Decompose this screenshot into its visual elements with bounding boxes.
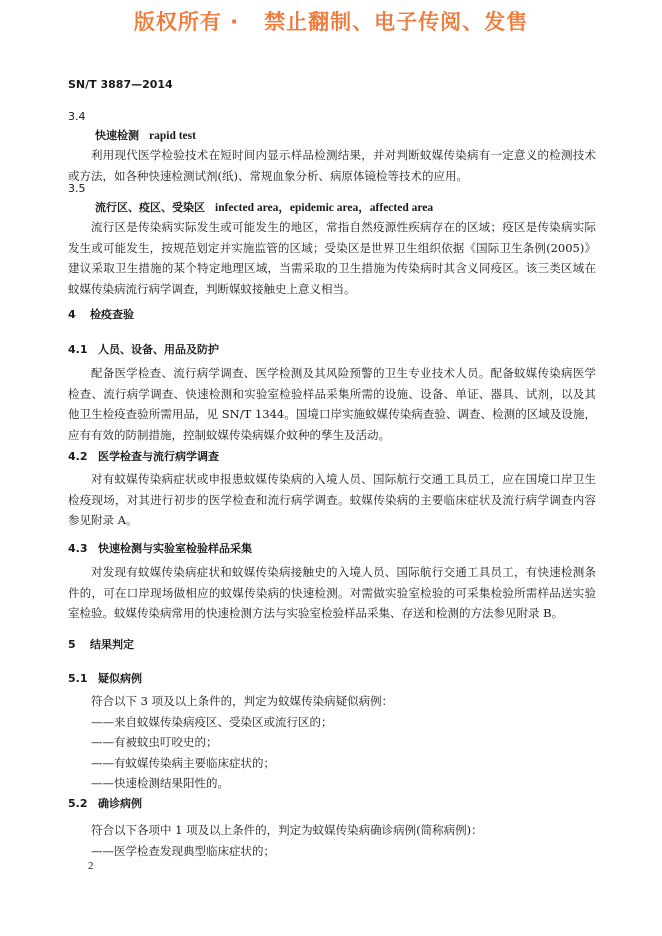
subsection-heading	[68, 671, 142, 687]
list-item: ——来自蚊媒传染病疫区、受染区或流行区的；	[91, 715, 333, 729]
list-item: ——快速检测结果阳性的。	[91, 776, 229, 790]
clause-number: 3.5	[68, 182, 86, 195]
section-title: 检疫查验	[90, 308, 134, 321]
subsection-heading	[68, 449, 219, 465]
subsection-title: 快速检测与实验室检验样品采集	[98, 542, 252, 555]
subsection-title: 医学检查与流行病学调查	[98, 450, 219, 463]
subsection-number: 5.2	[68, 797, 88, 810]
paragraph: 符合以下 3 项及以上条件的，判定为蚊媒传染病疑似病例：	[91, 694, 394, 708]
section-heading	[68, 307, 134, 323]
subsection-title: 疑似病例	[98, 672, 142, 685]
section-title: 结果判定	[90, 638, 134, 651]
clause-number: 3.4	[68, 110, 86, 123]
subsection-title: 确诊病例	[98, 797, 142, 810]
paragraph: 对发现有蚊媒传染病症状和蚊媒传染病接触史的入境人员、国际航行交通工具员工，有快速检测条件的，可在口岸现场做相应的蚊媒传染病的快速检测。对需做实验室检验的可采集检验所需样品送实验室检验。蚊媒传染病常用的快速检测方法与实验室检验样品采集、存送和检测的方法参见附录 B。	[68, 565, 596, 620]
term-en: rapid test	[149, 130, 196, 142]
paragraph: 符合以下各项中 1 项及以上条件的，判定为蚊媒传染病确诊病例(简称病例)：	[91, 823, 483, 837]
paragraph: 配备医学检查、流行病学调查、医学检测及其风险预警的卫生专业技术人员。配备蚊媒传染病医学检查、流行病学调查、快速检测和实验室检验样品采集所需的设施、设备、单证、器具、试剂，以及其他卫生检疫查验所需用品，见 SN/T 1344。国境口岸实施蚊媒传染病查验、调查、检测的区域及设施，应有有效的防制措施，控制蚊媒传染病媒介蚊种的孳生及活动。	[68, 366, 596, 442]
term-heading	[95, 128, 196, 144]
term-heading	[95, 200, 433, 216]
list-item: ——有被蚊虫叮咬史的；	[91, 735, 218, 749]
term-zh: 流行区、疫区、受染区	[95, 201, 205, 214]
section-number: 5	[68, 638, 76, 651]
copyright-watermark: 版权所有 · 禁止翻制、电子传阅、发售	[133, 10, 529, 34]
subsection-number: 4.3	[68, 542, 88, 555]
section-number: 4	[68, 308, 76, 321]
term-definition: 流行区是传染病实际发生或可能发生的地区，常指自然疫源性疾病存在的区域；疫区是传染病实际发生或可能发生，按规范划定并实施监管的区域；受染区是世界卫生组织依据《国际卫生条例(2005)》建议采取卫生措施的某个特定地理区域，当需采取的卫生措施为传染病时其含义同疫区。该三类区域在蚊媒传染病流行病学调查，判断媒蚊接触史上意义相当。	[68, 220, 596, 296]
subsection-title: 人员、设备、用品及防护	[98, 343, 219, 356]
subsection-number: 4.2	[68, 450, 88, 463]
subsection-heading	[68, 342, 219, 358]
subsection-number: 5.1	[68, 672, 88, 685]
subsection-heading	[68, 796, 142, 812]
subsection-heading	[68, 541, 252, 557]
standard-code: SN/T 3887—2014	[68, 78, 173, 91]
subsection-number: 4.1	[68, 343, 88, 356]
list-item: ——有蚊媒传染病主要临床症状的；	[91, 756, 275, 770]
list-item: ——医学检查发现典型临床症状的；	[91, 844, 275, 858]
paragraph: 对有蚊媒传染病症状或申报患蚊媒传染病的入境人员、国际航行交通工具员工，应在国境口岸卫生检疫现场，对其进行初步的医学检查和流行病学调查。蚊媒传染病的主要临床症状及流行病学调查内容参见附录 A。	[68, 472, 596, 527]
section-heading	[68, 637, 134, 653]
page-number: 2	[88, 860, 94, 872]
term-definition: 利用现代医学检验技术在短时间内显示样品检测结果，并对判断蚊媒传染病有一定意义的检测技术或方法，如各种快速检测试剂(纸)、常规血象分析、病原体镜检等技术的应用。	[68, 148, 596, 183]
term-en: infected area，epidemic area，affected area	[215, 202, 434, 214]
term-zh: 快速检测	[95, 129, 139, 142]
